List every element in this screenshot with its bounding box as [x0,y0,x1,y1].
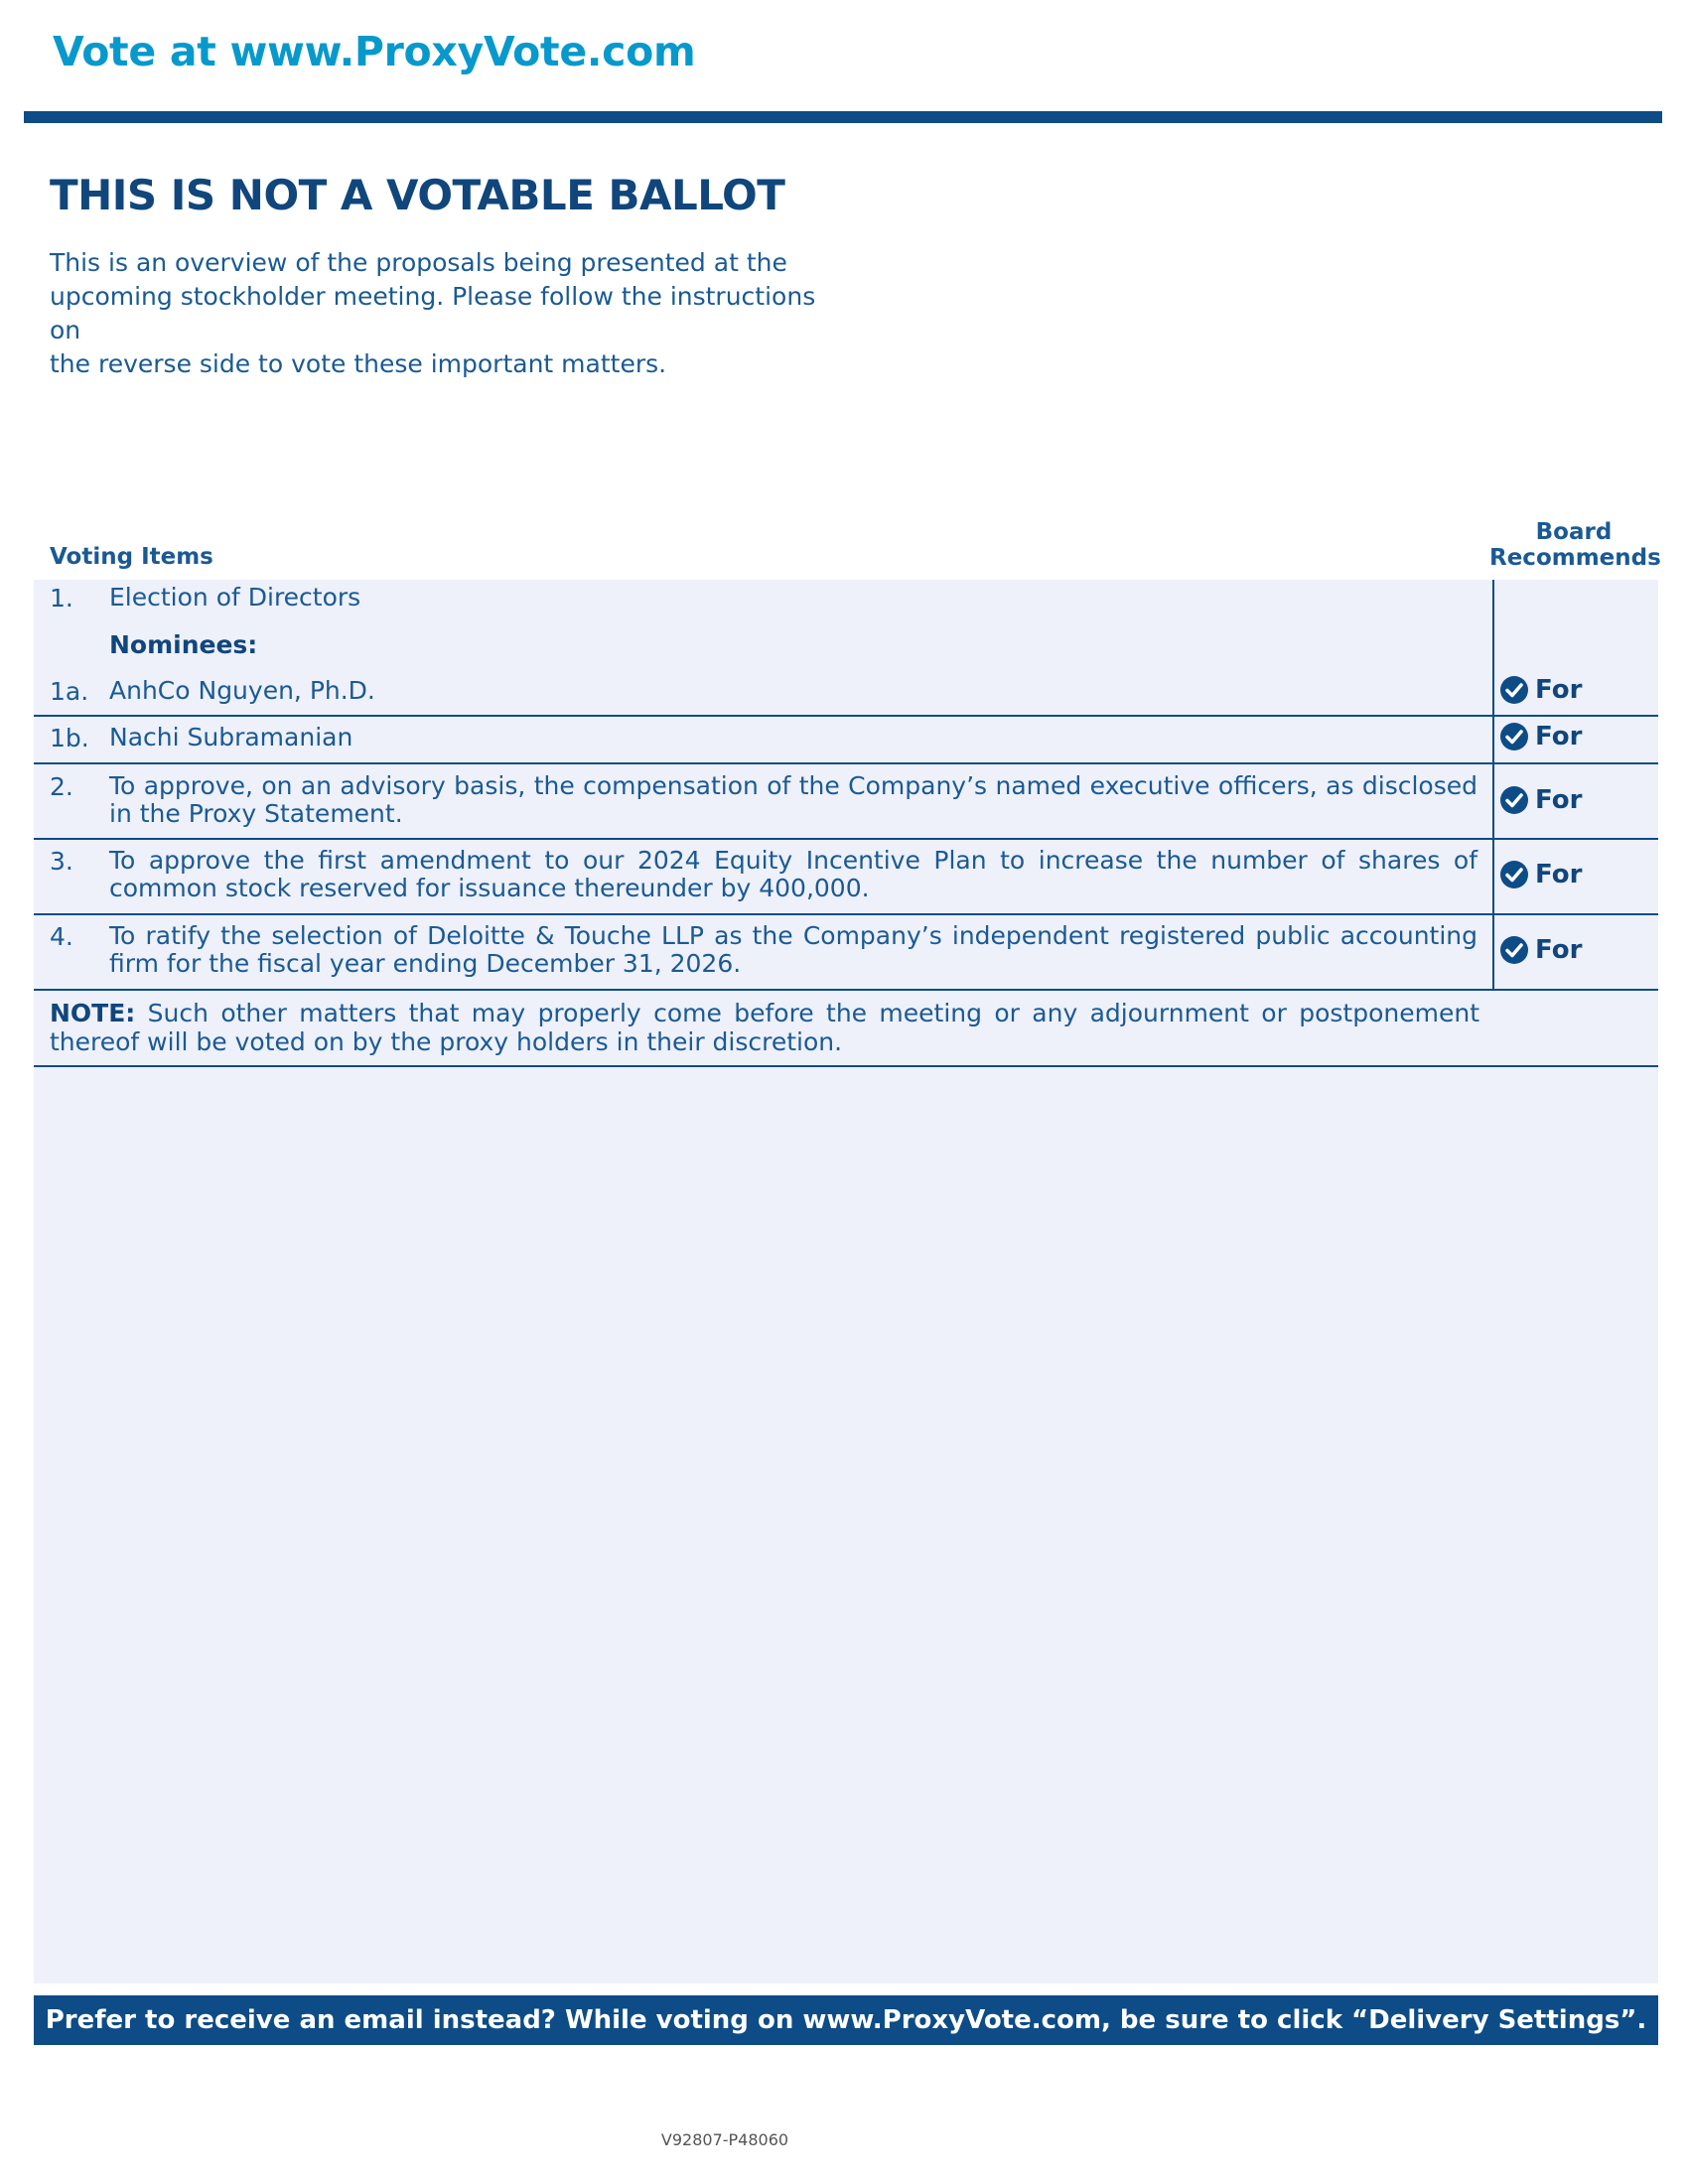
page-title: THIS IS NOT A VOTABLE BALLOT [50,171,785,219]
intro-line: the reverse side to vote these important matters. [50,349,667,378]
item-number: 1. [50,584,73,613]
nominees-label: Nominees: [109,630,258,659]
board-recommendation [1499,722,1582,751]
vote-link[interactable]: Vote at www.ProxyVote.com [53,28,696,75]
board-header-line: Recommends [1489,545,1661,571]
item-number: 1a. [50,677,89,706]
intro-line: This is an overview of the proposals being presented at the [50,248,787,277]
board-recommendation [1499,785,1582,815]
note-divider [34,1065,1658,1067]
recommendation-label: For [1535,860,1583,889]
intro-paragraph [50,246,834,381]
row-divider [34,838,1658,840]
row-divider [34,913,1658,915]
item-text: Election of Directors [109,583,361,612]
item-number: 2. [50,772,73,801]
item-number: 3. [50,847,73,876]
note-text [50,999,1479,1056]
check-circle-icon [1499,860,1529,889]
item-text: To approve the first amendment to our 2024 Equity Incentive Plan to increase the number of shares of common stock reserved for issuance thereunder by 400,000. [109,846,1477,902]
board-header-line: Board [1535,519,1613,545]
note-label: NOTE: [50,999,136,1027]
row-divider [34,989,1658,991]
item-text: To approve, on an advisory basis, the compensation of the Company’s named executive officers, as disclosed in the Proxy Statement. [109,771,1477,828]
item-text: AnhCo Nguyen, Ph.D. [109,676,375,705]
check-circle-icon [1499,785,1529,815]
board-recommendation [1499,675,1582,705]
intro-line: upcoming stockholder meeting. Please follow the instructions on [50,282,816,344]
board-recommendation [1499,860,1582,889]
item-text: To ratify the selection of Deloitte & Touche LLP as the Company’s independent registered public accounting firm for the fiscal year ending December 31, 2026. [109,921,1477,978]
check-circle-icon [1499,722,1529,751]
job-code: V92807-P48060 [660,2130,789,2149]
header-divider [24,111,1662,123]
board-recommends-header [1489,519,1661,571]
check-circle-icon [1499,675,1529,705]
column-divider [1492,580,1494,989]
recommendation-label: For [1535,785,1583,815]
board-recommendation [1499,935,1582,965]
voting-items-header: Voting Items [50,544,213,570]
check-circle-icon [1499,935,1529,965]
recommendation-label: For [1535,935,1583,965]
email-delivery-banner: Prefer to receive an email instead? While voting on www.ProxyVote.com, be sure to click “Delivery Settings”. [34,1995,1658,2045]
row-divider [34,715,1658,717]
recommendation-label: For [1535,722,1583,751]
note-body: Such other matters that may properly come before the meeting or any adjournment or postponement thereof will be voted on by the proxy holders in their discretion. [50,999,1479,1056]
row-divider [34,762,1658,764]
item-number: 4. [50,922,73,951]
item-number: 1b. [50,724,89,752]
item-text: Nachi Subramanian [109,723,353,751]
recommendation-label: For [1535,675,1583,705]
